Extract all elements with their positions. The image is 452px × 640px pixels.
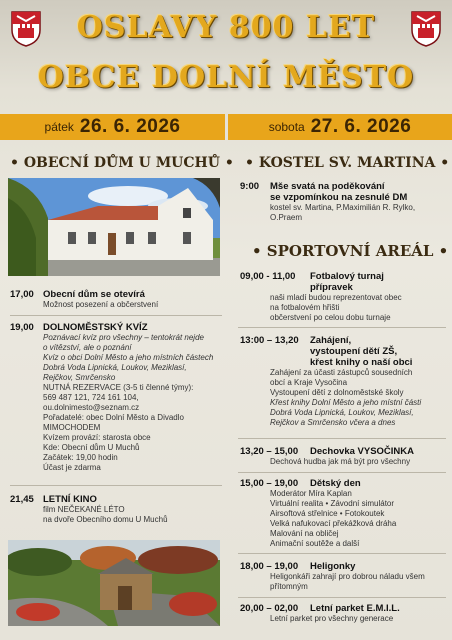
event-time: 9:00 [240, 181, 260, 192]
event-kviz [10, 322, 224, 473]
photo-dvur [8, 540, 220, 626]
divider [10, 485, 222, 486]
event-line: Dobrá Voda Lipnická, Loukov, Meziklasí, [270, 408, 414, 417]
day-date: 26. 6. 2026 [79, 116, 181, 137]
event-zahajeni [240, 335, 450, 428]
event-time: 19,00 [10, 322, 34, 333]
event-line: Letní parket pro všechny generace [270, 614, 394, 623]
section-title-kostel: • KOSTEL SV. MARTINA • [245, 155, 450, 171]
event-line: ou.dolnimesto@seznam.cz [43, 403, 140, 412]
event-line: Kde: Obecní dům U Muchů [43, 443, 140, 452]
event-line: Kvíz o obci Dolní Město a jeho místních částech [43, 353, 214, 362]
event-line: Křest knihy Dolní Město a jeho místní části [270, 398, 422, 407]
event-line: Možnost posezení a občerstvení [43, 300, 159, 309]
event-detsky-den [240, 478, 450, 549]
event-name: LETNÍ KINO [43, 494, 97, 505]
day-date: 27. 6. 2026 [310, 116, 412, 137]
event-name: Obecní dům se otevírá [43, 289, 145, 300]
event-name: Fotbalový turnaj [310, 271, 384, 282]
event-line: Začátek: 19,00 hodin [43, 453, 118, 462]
event-line: kostel sv. Martina, P.Maximilián R. Rylko, [270, 203, 416, 212]
event-line: na dvoře Obecního domu U Muchů [43, 515, 168, 524]
event-name: přípravek [310, 282, 353, 293]
day-name: sobota [268, 120, 305, 134]
event-line: Poznávací kvíz pro všechny – tentokrát nejde [43, 333, 204, 342]
event-time: 13:00 – 13,20 [240, 335, 299, 346]
event-name: Mše svatá na poděkování [270, 181, 385, 192]
event-line: Pořadatelé: obec Dolní Město a Divadlo [43, 413, 184, 422]
event-name: Dětský den [310, 478, 361, 489]
event-heligonky [240, 561, 450, 592]
event-name: vystoupení dětí ZŠ, [310, 346, 398, 357]
event-name: se vzpomínkou na zesnulé DM [270, 192, 408, 203]
event-dechovka [240, 446, 450, 467]
event-letni-kino [10, 494, 224, 525]
event-time: 13,20 – 15,00 [240, 446, 299, 457]
event-line: obcí a Kraje Vysočina [270, 378, 348, 387]
event-time: 18,00 – 19,00 [240, 561, 299, 572]
day-bar-saturday [228, 114, 452, 140]
event-line: Kvízem provází: starosta obce [43, 433, 151, 442]
day-name: pátek [44, 120, 74, 134]
day-bar-friday [0, 114, 225, 140]
event-line: Rejčkov, Smrčensko [43, 373, 116, 382]
event-line: NUTNÁ REZERVACE (3-5 ti členné týmy): [43, 383, 194, 392]
event-time: 15,00 – 19,00 [240, 478, 299, 489]
event-name: DOLNOMĚSTSKÝ KVÍZ [43, 322, 148, 333]
event-line: Účast je zdarma [43, 463, 101, 472]
event-line: Zahájení za účasti zástupců sousedních [270, 368, 413, 377]
event-line: Rejčkov a Smrčensko včera a dnes [270, 418, 396, 427]
divider [238, 438, 446, 439]
divider [238, 597, 446, 598]
event-line: Virtuální realita • Závodní simulátor [270, 499, 395, 508]
divider [238, 327, 446, 328]
event-name: Zahájení, [310, 335, 352, 346]
event-line: Moderátor Míra Kaplan [270, 489, 352, 498]
event-obecni-dum-otevira [10, 289, 224, 310]
event-fotbal [240, 271, 450, 323]
divider [10, 315, 222, 316]
event-time: 21,45 [10, 494, 34, 505]
event-line: občerstvení po celou dobu turnaje [270, 313, 391, 322]
event-line: přítomným [270, 582, 308, 591]
event-line: Velká nafukovací překážková dráha [270, 519, 397, 528]
event-line: O.Praem [270, 213, 303, 222]
event-line: Dobrá Voda Lipnická, Loukov, Meziklasí, [43, 363, 187, 372]
event-line: MIMOCHODEM [43, 423, 101, 432]
event-line: Heligonkáři zahrají pro dobrou náladu všem [270, 572, 425, 581]
title-line-2: OBCE DOLNÍ MĚSTO [37, 60, 415, 95]
divider [238, 472, 446, 473]
event-name: křest knihy o naší obci [310, 357, 413, 368]
event-line: film NEČEKANÉ LÉTO [43, 505, 125, 514]
event-line: na fotbalovém hřišti [270, 303, 340, 312]
divider [238, 553, 446, 554]
event-name: Letní parket E.M.I.L. [310, 603, 400, 614]
event-line: naši mladí budou reprezentovat obec [270, 293, 402, 302]
event-time: 20,00 – 02,00 [240, 603, 299, 614]
event-line: Animační soutěže a další [270, 539, 360, 548]
event-line: Vystoupení dětí z dolnoměstské školy [270, 388, 404, 397]
event-line: Dechová hudba jak má být pro všechny [270, 457, 411, 466]
section-title-sportovni-areal: • SPORTOVNÍ AREÁL • [252, 242, 449, 260]
event-time: 17,00 [10, 289, 34, 300]
photo-obecni-dum [8, 178, 220, 276]
event-name: Heligonky [310, 561, 356, 572]
event-line: Malování na obličej [270, 529, 339, 538]
title-line-1: OSLAVY 800 LET [76, 10, 376, 45]
event-time: 09,00 - 11,00 [240, 271, 296, 282]
event-line: Airsoftová střelnice • Fotokoutek [270, 509, 385, 518]
event-line: 569 487 121, 724 161 104, [43, 393, 139, 402]
event-letni-parket [240, 603, 450, 624]
event-name: Dechovka VYSOČINKA [310, 446, 415, 457]
event-line: o vítězství, ale o poznání [43, 343, 132, 352]
event-mse [240, 181, 450, 223]
section-title-obecni-dum: • OBECNÍ DŮM U MUCHŮ • [10, 155, 234, 171]
